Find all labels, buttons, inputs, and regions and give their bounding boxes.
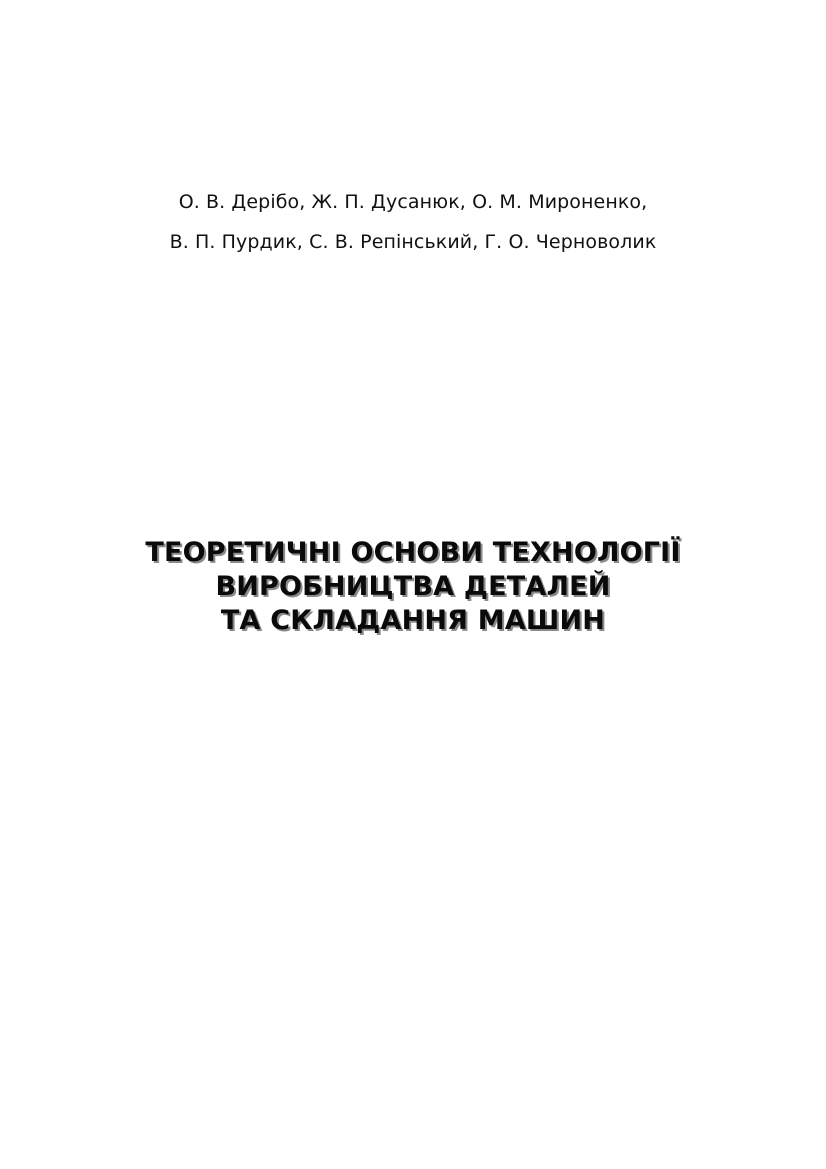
title-line-2: ВИРОБНИЦТВА ДЕТАЛЕЙ bbox=[215, 571, 611, 602]
authors-line-2: В. П. Пурдик, С. В. Репінський, Г. О. Черноволик bbox=[169, 231, 657, 253]
authors-block bbox=[0, 186, 826, 266]
title-line-1: ТЕОРЕТИЧНІ ОСНОВИ ТЕХНОЛОГІЇ bbox=[145, 537, 681, 568]
book-title bbox=[0, 536, 826, 638]
title-line-3: ТА СКЛАДАННЯ МАШИН bbox=[220, 605, 606, 636]
authors-line-1: О. В. Дерібо, Ж. П. Дусанюк, О. М. Мироненко, bbox=[178, 191, 648, 213]
